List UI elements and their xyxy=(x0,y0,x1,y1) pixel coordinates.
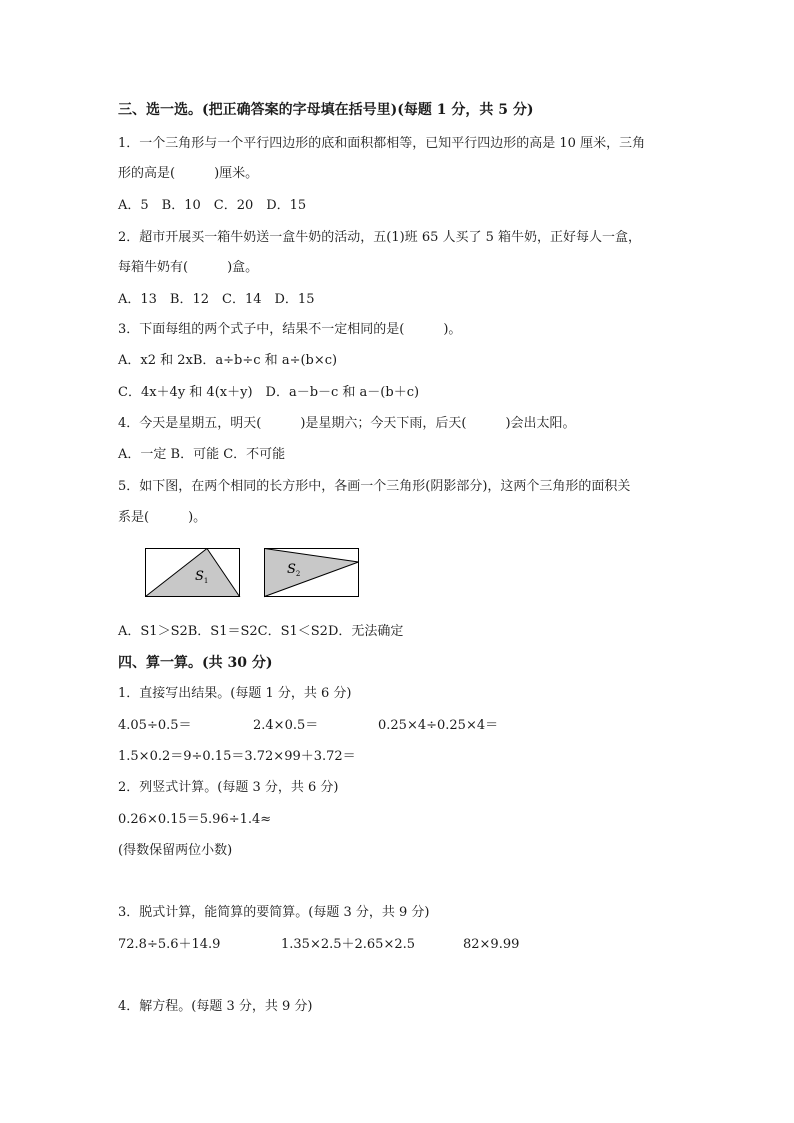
p1-row2: 1.5×0.2＝9÷0.15＝3.72×99＋3.72＝ xyxy=(118,749,356,764)
q2-text-line2: 每箱牛奶有( )盒。 xyxy=(118,260,259,275)
p2-title: 2．列竖式计算。(每题 3 分，共 6 分) xyxy=(118,780,339,795)
p1-expr-b: 2.4×0.5＝ xyxy=(253,718,319,733)
label-s1: $S_1$ xyxy=(195,569,209,585)
q5-options: A．S1＞S2B．S1＝S2C．S1＜S2D．无法确定 xyxy=(118,624,404,639)
section4-title: 四、算一算。(共 30 分) xyxy=(118,655,273,671)
q4-options: A．一定 B．可能 C．不可能 xyxy=(118,447,286,462)
q5-text-line2: 系是( )。 xyxy=(118,510,207,525)
rectangle-s2 xyxy=(265,549,359,597)
q1-options: A．5 B．10 C．20 D．15 xyxy=(118,198,307,213)
p4-title: 4．解方程。(每题 3 分，共 9 分) xyxy=(118,999,313,1014)
rectangle-s1 xyxy=(146,549,240,597)
p1-expr-c: 0.25×4÷0.25×4＝ xyxy=(378,718,499,733)
q3-text: 3．下面每组的两个式子中，结果不一定相同的是( )。 xyxy=(118,322,462,337)
rectangles-figure xyxy=(145,548,360,600)
p3-expr-c: 82×9.99 xyxy=(463,937,520,952)
q5-text-line1: 5．如下图，在两个相同的长方形中，各画一个三角形(阴影部分)，这两个三角形的面积关 xyxy=(118,479,631,494)
label-s2: $S_2$ xyxy=(287,562,301,578)
q3-options-1: A．x2 和 2xB．a÷b÷c 和 a÷(b×c) xyxy=(118,353,338,368)
p3-expr-b: 1.35×2.5＋2.65×2.5 xyxy=(281,937,416,952)
q2-options: A．13 B．12 C．14 D．15 xyxy=(118,292,315,307)
q3-options-2: C．4x＋4y 和 4(x＋y) D．a－b－c 和 a－(b＋c) xyxy=(118,385,420,400)
p3-title: 3．脱式计算，能简算的要简算。(每题 3 分，共 9 分) xyxy=(118,905,430,920)
q1-text-line2: 形的高是( )厘米。 xyxy=(118,166,259,181)
p2-exprs: 0.26×0.15＝5.96÷1.4≈ xyxy=(118,812,272,827)
p1-title: 1．直接写出结果。(每题 1 分，共 6 分) xyxy=(118,686,352,701)
q4-text: 4．今天是星期五，明天( )是星期六；今天下雨，后天( )会出太阳。 xyxy=(118,416,576,431)
p3-expr-a: 72.8÷5.6＋14.9 xyxy=(118,937,221,952)
p1-expr-a: 4.05÷0.5＝ xyxy=(118,718,192,733)
q2-text-line1: 2．超市开展买一箱牛奶送一盒牛奶的活动，五(1)班 65 人买了 5 箱牛奶，正好每人一盒， xyxy=(118,230,642,245)
q1-text-line1: 1．一个三角形与一个平行四边形的底和面积都相等，已知平行四边形的高是 10 厘米，三角 xyxy=(118,136,646,151)
section3-title: 三、选一选。(把正确答案的字母填在括号里)(每题 1 分，共 5 分) xyxy=(118,102,534,118)
p2-note: (得数保留两位小数) xyxy=(118,843,233,858)
